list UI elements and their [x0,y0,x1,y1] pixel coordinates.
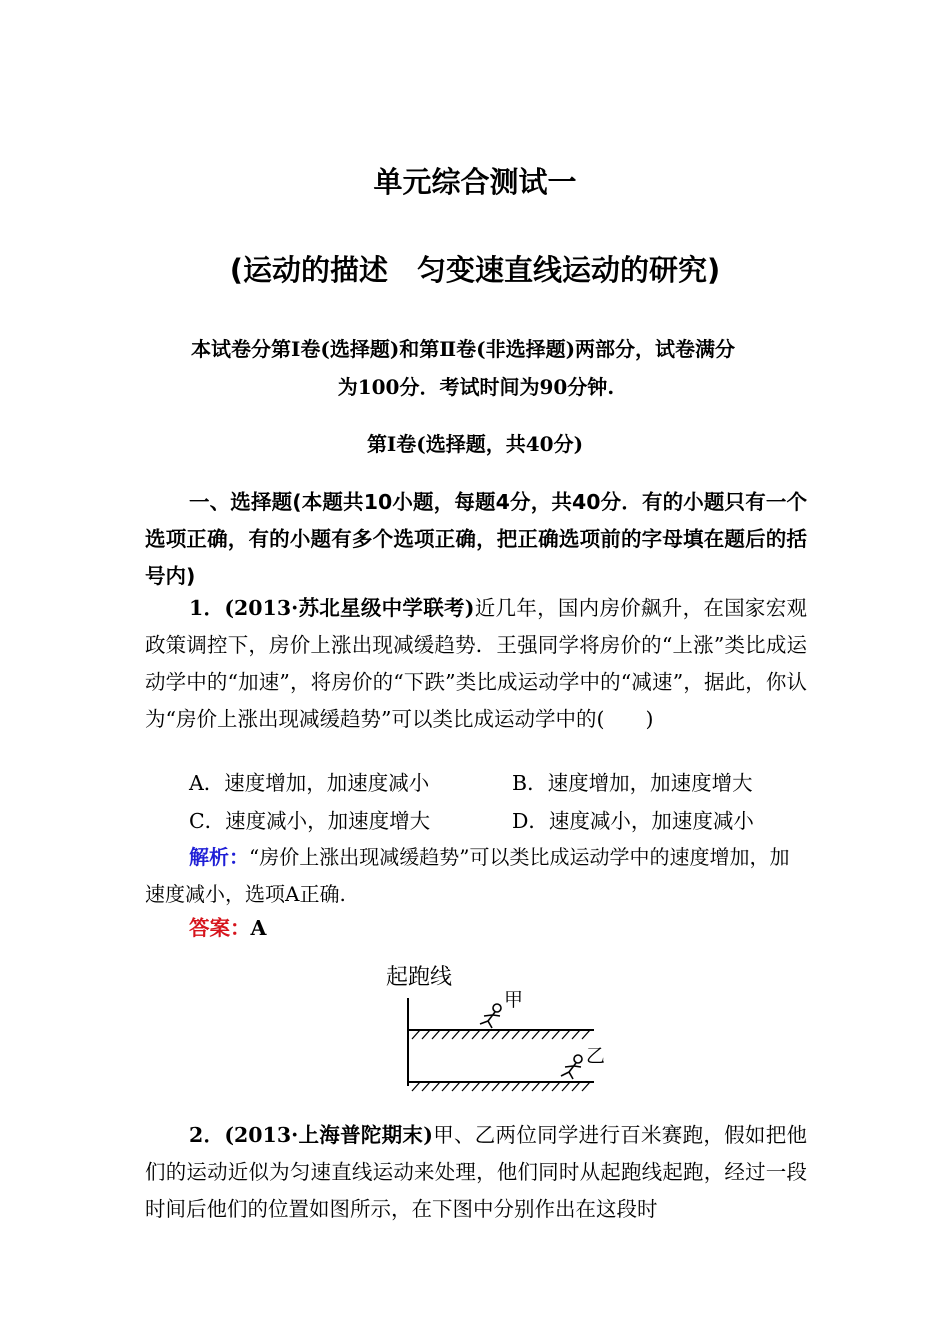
option-c: C．速度减小，加速度增大 [189,809,431,833]
runner-a-figure [480,1004,501,1028]
intro-line-1: 本试卷分第Ⅰ卷(选择题)和第Ⅱ卷(非选择题)两部分，试卷满分 [191,337,736,361]
page-subtitle: (运动的描述 匀变速直线运动的研究) [229,253,721,287]
answer-value: A [250,916,267,940]
part-heading: 一、选择题(本题共10小题，每题4分，共40分．有的小题只有一个选项正确，有的小题有多个选项正确，把正确选项前的字母填在题后的括号内) [145,490,807,588]
lane-2-hatching [412,1082,590,1091]
exam-intro [145,330,807,406]
question-1-analysis [145,839,807,913]
option-d: D．速度减小，加速度减小 [512,809,754,833]
option-a: A．速度增加，加速度减小 [189,771,430,795]
section-title: 第Ⅰ卷(选择题，共40分) [366,432,584,456]
runner-b-label: 乙 [586,1045,606,1067]
race-figure [380,958,620,1098]
analysis-label: 解析： [189,845,249,869]
intro-line-2: 为100分．考试时间为90分钟. [337,375,615,399]
question-1-text: 近几年，国内房价飙升，在国家宏观政策调控下，房价上涨出现减缓趋势．王强同学将房价的“上涨”类比成运动学中的“加速”，将房价的“下跌”类比成运动学中的“减速”，据此，你认为“房价上涨出现减缓趋势”可以类比成运动学中的( ) [145,596,807,731]
lane-1-hatching [412,1030,590,1039]
answer-label: 答案： [189,916,251,940]
runner-a-label: 甲 [504,989,524,1011]
start-line-label: 起跑线 [386,965,453,990]
question-2-source: 2．(2013·上海普陀期末) [189,1123,433,1147]
question-1-source: 1．(2013·苏北星级中学联考) [189,596,475,620]
runner-b-figure [561,1055,582,1079]
question-1 [145,590,807,738]
page-title: 单元综合测试一 [373,165,577,199]
option-b: B．速度增加，加速度增大 [512,771,753,795]
question-2 [145,1117,807,1228]
analysis-text: “房价上涨出现减缓趋势”可以类比成运动学中的速度增加，加速度减小，选项A正确. [145,845,790,906]
question-2-text: 甲、乙两位同学进行百米赛跑，假如把他们的运动近似为匀速直线运动来处理，他们同时从起跑线起跑，经过一段时间后他们的位置如图所示，在下图中分别作出在这段时 [145,1123,807,1221]
question-1-answer [189,911,266,941]
